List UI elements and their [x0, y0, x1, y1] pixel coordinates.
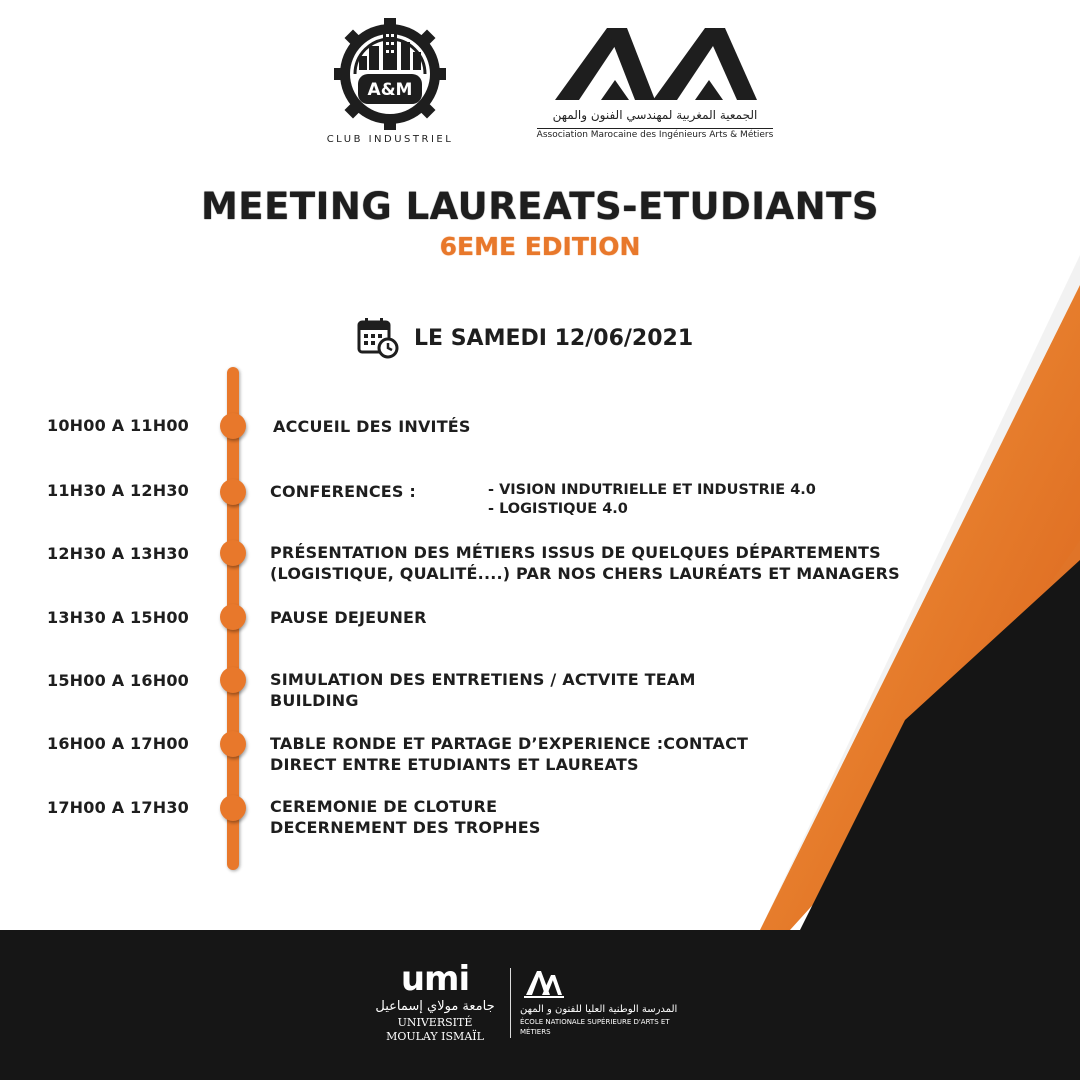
schedule-time: 11H30 A 12H30 [47, 481, 189, 500]
timeline-dot [220, 540, 246, 566]
schedule-activity: SIMULATION DES ENTRETIENS / ACTVITE TEAM [270, 670, 696, 689]
schedule-time: 13H30 A 15H00 [47, 608, 189, 627]
timeline-dot [220, 413, 246, 439]
aa-mark-icon [545, 22, 765, 102]
umi-mark: umi [400, 959, 470, 999]
umi-arabic-name: جامعة مولاي إسماعيل [375, 999, 495, 1014]
schedule-activity: PRÉSENTATION DES MÉTIERS ISSUS DE QUELQUES DÉPARTEMENTS [270, 543, 881, 562]
schedule-activity: CEREMONIE DE CLOTURE [270, 797, 498, 816]
association-arabic-name: الجمعية المغربية لمهندسي الفنون والمهن [552, 108, 758, 122]
schedule-time: 15H00 A 16H00 [47, 671, 189, 690]
timeline-dot [220, 795, 246, 821]
association-logo [530, 22, 780, 152]
footer-divider [510, 968, 511, 1038]
schedule-time: 16H00 A 17H00 [47, 734, 189, 753]
club-caption: CLUB INDUSTRIEL [326, 134, 454, 145]
calendar-clock-icon [356, 316, 400, 360]
schedule-subitem: - LOGISTIQUE 4.0 [488, 501, 628, 517]
schedule-time: 17H00 A 17H30 [47, 798, 189, 817]
umi-french-name: UNIVERSITÉ MOULAY ISMAÏL [386, 1016, 484, 1043]
ensam-mark-icon [524, 965, 564, 999]
schedule-activity: (LOGISTIQUE, QUALITÉ....) PAR NOS CHERS LAURÉATS ET MANAGERS [270, 564, 900, 583]
timeline-dot [220, 731, 246, 757]
timeline-dot [220, 604, 246, 630]
ensam-arabic-name: المدرسة الوطنية العليا للفنون و المهن [520, 1004, 678, 1015]
edition-subtitle: 6EME EDITION [439, 232, 641, 261]
schedule-activity: PAUSE DEJEUNER [270, 608, 427, 627]
schedule-activity: DIRECT ENTRE ETUDIANTS ET LAUREATS [270, 755, 639, 774]
schedule-activity: DECERNEMENT DES TROPHES [270, 818, 541, 837]
schedule-time: 10H00 A 11H00 [47, 416, 189, 435]
association-french-name: Association Marocaine des Ingénieurs Arts & Métiers [536, 130, 774, 140]
timeline-dot [220, 667, 246, 693]
gear-city-icon [325, 12, 455, 132]
ensam-logo [520, 965, 680, 1037]
schedule-activity: ACCUEIL DES INVITÉS [273, 417, 471, 436]
timeline-dot [220, 479, 246, 505]
am-club-logo [310, 12, 470, 152]
schedule-subitem: - VISION INDUTRIELLE ET INDUSTRIE 4.0 [488, 482, 816, 498]
schedule-activity: CONFERENCES : [270, 482, 416, 501]
schedule-time: 12H30 A 13H30 [47, 544, 189, 563]
ensam-french-name: ÉCOLE NATIONALE SUPÉRIEURE D'ARTS ET MÉTIERS [520, 1018, 670, 1036]
event-date [356, 315, 693, 361]
svg-text:A&M: A&M [367, 80, 413, 100]
umi-logo [375, 959, 495, 1044]
schedule-activity: TABLE RONDE ET PARTAGE D’EXPERIENCE :CONTACT [270, 734, 749, 753]
page-title: MEETING LAUREATS-ETUDIANTS [200, 185, 879, 228]
date-text: LE SAMEDI 12/06/2021 [414, 325, 694, 351]
schedule-activity: BUILDING [270, 691, 359, 710]
